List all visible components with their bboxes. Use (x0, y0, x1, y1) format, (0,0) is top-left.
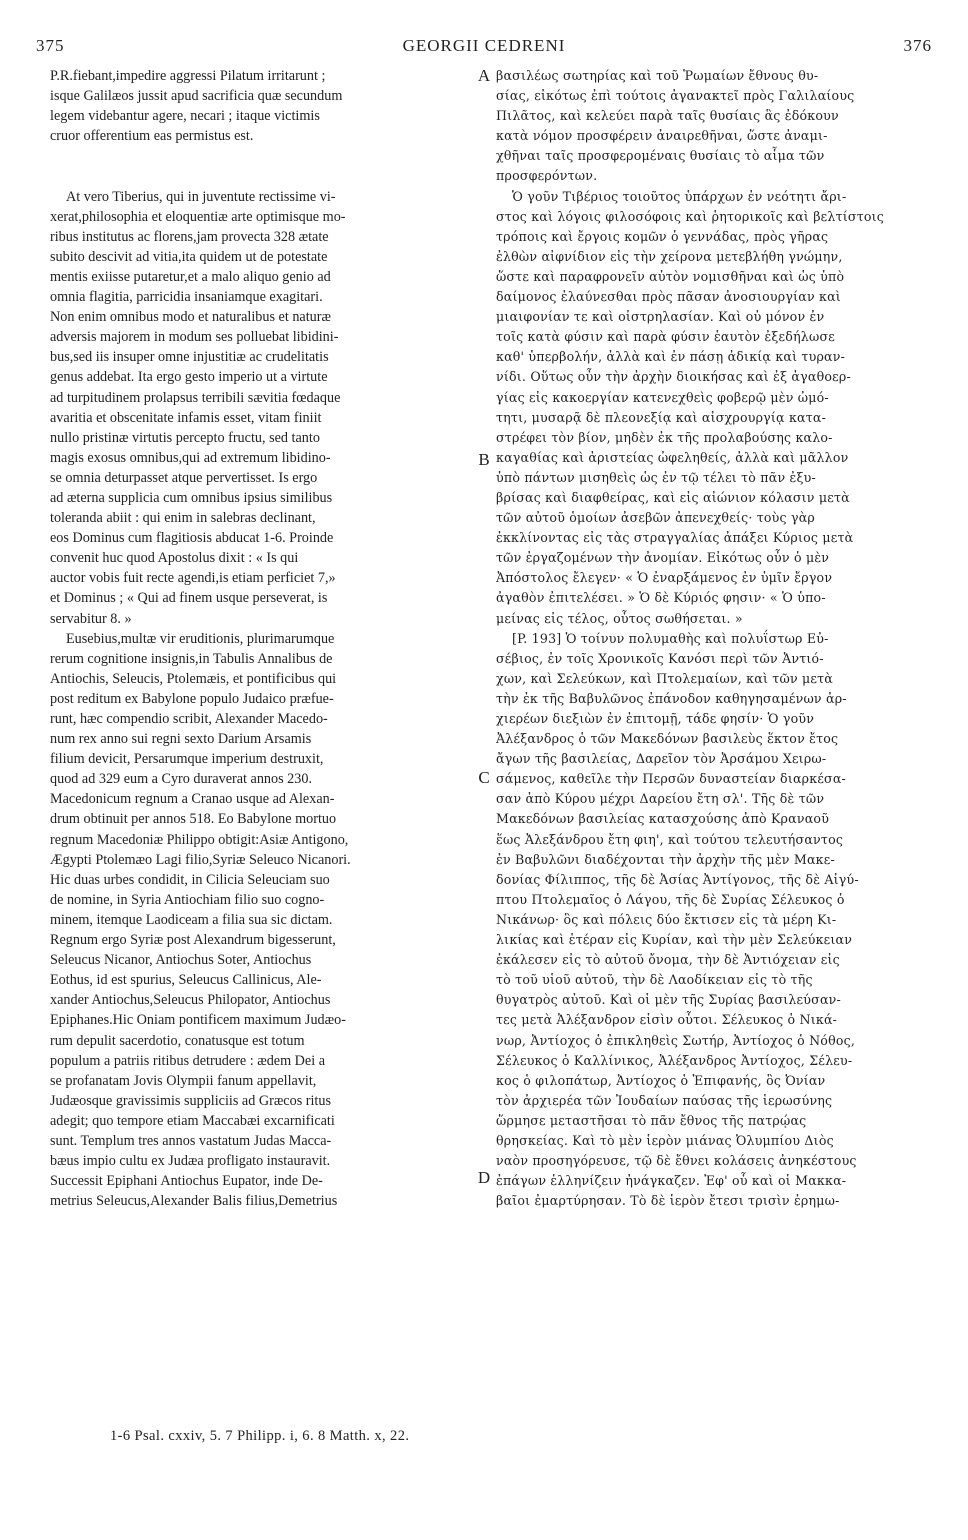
text-line: drum obtinuit per annos 518. Eo Babylone mortuo (50, 811, 337, 828)
text-line: magis exosus omnibus,qui ad extremum libidino- (50, 449, 331, 466)
text-line: στος καὶ λόγοις φιλοσόφοις καὶ ῥητορικοῖς καὶ βελτίστοις (496, 208, 885, 224)
text-line: σέβιος, ἐν τοῖς Χρονικοῖς Κανόσι περὶ τῶν Ἀντιό- (496, 650, 824, 666)
text-line: Epiphanes.Hic Oniam pontificem maximum Judæo- (50, 1012, 346, 1029)
text-line: ἄγων τῆς βασιλείας, Δαρεῖον τὸν Ἀρσάμου Χειρω- (496, 751, 827, 767)
text-line: νίδι. Οὕτως οὖν τὴν ἀρχὴν διοικήσας καὶ ἐξ ἀγαθοερ- (496, 369, 851, 385)
text-line: servabitur 8. » (50, 610, 132, 627)
text-line: rum depulit sacerdotio, conatusque est totum (50, 1032, 305, 1049)
greek-column (496, 66, 932, 1211)
text-line: Ὁ γοῦν Τιβέριος τοιοῦτος ὑπάρχων ἐν νεότητι ἄρι- (512, 188, 847, 204)
margin-marker-a: A (477, 66, 491, 85)
text-line: ὥστε καὶ παραφρονεῖν αὐτὸν νομισθῆναι καὶ ὡς ὑπὸ (496, 268, 845, 284)
text-line: ἐκάλεσεν εἰς τὸ αὐτοῦ ὄνομα, τὴν δὲ Ἀντιόχειαν εἰς (496, 952, 840, 968)
text-line: ἐν Βαβυλῶνι διαδέχονται τὴν ἀρχὴν τῆς μὲν Μακε- (496, 851, 835, 867)
text-line: et Dominus ; « Qui ad finem usque perseverat, is (50, 590, 328, 607)
text-line: ἐπάγων ἑλληνίζειν ἠνάγκαζεν. Ἐφ' οὗ καὶ οἱ Μακκα- (496, 1173, 847, 1189)
text-line: Hic duas urbes condidit, in Cilicia Seleuciam suo (50, 871, 330, 888)
margin-marker-c: C (478, 768, 490, 787)
text-line: τες μετὰ Ἀλέξανδρον εἰσὶν οὗτοι. Σέλευκος ὁ Νικά- (496, 1012, 838, 1028)
text-line: τὸ τοῦ υἱοῦ αὐτοῦ, τὴν δὲ Λαοδίκειαν εἰς τὸ τῆς (496, 972, 813, 988)
text-line: κος ὁ φιλοπάτωρ, Ἀντίοχος ὁ Ἐπιφανής, ὃς Ὀνίαν (496, 1072, 826, 1088)
text-line: Eothus, id est spurius, Seleucus Callinicus, Ale- (50, 972, 322, 989)
text-line: ὥρμησε μεταστῆσαι τὸ πᾶν ἔθνος τῆς πατρῴας (496, 1112, 807, 1128)
text-line: Μακεδόνων βασιλείας κατασχούσης ἀπὸ Κραναοῦ (496, 811, 830, 827)
greek-paragraph-1 (496, 66, 932, 187)
text-line: ad turpitudinem prolapsus terribili sævitia fœdaque (50, 389, 341, 406)
text-line: Antiochis, Seleucis, Ptolemæis, et pontificibus qui (50, 670, 337, 687)
text-line: bus,sed iis insuper omne injustitiæ ac crudelitatis (50, 349, 329, 366)
page-header (36, 36, 932, 62)
text-line: post reditum ex Babylone populo Judaico præfue- (50, 690, 334, 707)
text-line: runt, hæc compendio scribit, Alexander Macedo- (50, 711, 328, 727)
text-line: xander Antiochus,Seleucus Philopator, Antiochus (50, 992, 331, 1009)
text-line: τητι, μυσαρᾷ δὲ πλεονεξίᾳ καὶ αἰσχρουργίᾳ κατα- (496, 409, 827, 425)
text-line: avaritia et obscenitate infamis esset, vitam finiit (50, 409, 322, 426)
text-line: rerum cognitione insignis,in Tabulis Annalibus de (50, 650, 333, 667)
text-line: metrius Seleucus,Alexander Balis filius,Demetrius (50, 1193, 338, 1210)
text-line: nullo pristinæ virtutis percepto fructu, sed tanto (50, 429, 320, 446)
text-line: Seleucus Nicanor, Antiochus Soter, Antiochus (50, 952, 312, 969)
latin-paragraph-1 (50, 66, 474, 146)
text-line: ὑπὸ πάντων μισηθεὶς ὡς ἐν τῷ τέλει τὸ πᾶν ἐξυ- (496, 469, 816, 485)
text-line: τῶν ἐργαζομένων τὴν ἀνομίαν. Εἰκότως οὖν ὁ μὲν (496, 550, 830, 566)
text-line: μιαιφονίαν τε καὶ οἰστρηλασίαν. Καὶ οὐ μόνον ἐν (496, 309, 825, 325)
text-line: [P. 193] Ὁ τοίνυν πολυμαθὴς καὶ πολυΐστωρ Εὐ- (512, 630, 829, 646)
text-line: βαῖοι ἐμαρτύρησαν. Τὸ δὲ ἱερὸν ἔτεσι τρισὶν ἐρημω- (496, 1193, 840, 1209)
text-line: τὸν ἀρχιερέα τῶν Ἰουδαίων παύσας τῆς ἱερωσύνης (496, 1092, 833, 1108)
text-line: προσφερόντων. (496, 168, 598, 184)
text-line: Σέλευκος ὁ Καλλίνικος, Ἀλέξανδρος Ἀντίοχος, Σέλευ- (496, 1052, 853, 1068)
spacer (50, 146, 474, 166)
text-line: σαν ἀπὸ Κύρου μέχρι Δαρείου ἔτη σλ'. Τῆς δὲ τῶν (496, 791, 825, 807)
margin-marker-b: B (478, 450, 490, 469)
text-line: auctor vobis fuit recte agendi,is etiam perficiet 7,» (50, 570, 336, 587)
text-line: χιερέων διεξιὼν ἐν ἐπιτομῇ, τάδε φησίν· Ὁ γοῦν (496, 711, 815, 726)
text-line: convenit huc quod Apostolus dixit : « Is qui (50, 550, 299, 567)
text-line: cruor offerentium eas permistus est. (50, 128, 254, 145)
text-line: isque Galilæos jussit apud sacrificia quæ secundum (50, 88, 343, 105)
text-line: ἀγαθὸν ἐπιτελέσει. » Ὁ δὲ Κύριός φησιν· « Ὁ ὑπο- (496, 590, 826, 606)
text-line: de nomine, in Syria Antiochiam filio suo cogno- (50, 891, 325, 908)
margin-marker-d: D (477, 1168, 491, 1187)
text-line: xerat,philosophia et eloquentiæ arte optimisque mo- (50, 208, 346, 225)
text-line: minem, itemque Laodiceam a filia sua sic dictam. (50, 911, 333, 928)
running-title: GEORGII CEDRENI (402, 36, 566, 55)
text-line: βασιλέως σωτηρίας καὶ τοῦ Ῥωμαίων ἔθνους θυ- (496, 68, 819, 83)
text-line: adversis majorem in modum ses polluebat libidini- (50, 329, 339, 346)
text-line: se omnia deturpasset atque pervertisset. Is ergo (50, 469, 318, 486)
text-line: τοῖς κατὰ φύσιν καὶ παρὰ φύσιν ἑαυτὸν ἐξεδήλωσε (496, 329, 835, 345)
text-line: Judæosque gravissimis suppliciis ad Græcos ritus (50, 1092, 331, 1109)
text-line: bæus impio cultu ex Judæa profligato instauravit. (50, 1153, 331, 1170)
text-line: mentis exiisse putaretur,et a malo aliquo genio ad (50, 268, 331, 285)
text-line: subito descivit ad vitia,ita quidem ut de potestate (50, 248, 328, 265)
text-line: ναὸν προσηγόρευσε, τῷ δὲ ἔθνει κολάσεις ἀνηκέστους (496, 1153, 857, 1169)
text-line: τῶν αὐτοῦ ὁμοίων ἀσεβῶν ἀπενεχθείς· τοὺς γὰρ (496, 510, 816, 526)
text-line: eos Dominus cum flagitiosis abducat 1-6. Proinde (50, 530, 334, 547)
text-line: θυγατρὸς αὐτοῦ. Καὶ οἱ μὲν τῆς Συρίας βασιλεύσαν- (496, 992, 841, 1008)
text-line: τὴν ἐκ τῆς Βαβυλῶνος ἐπάνοδον καθηγησαμένων ἀρ- (496, 690, 847, 706)
text-line: δαίμονος ἐλαύνεσθαι πρὸς πᾶσαν ἀνοσιουργίαν καὶ (496, 289, 841, 305)
text-line: χων, καὶ Σελεύκων, καὶ Πτολεμαίων, καὶ τῶν μετὰ (496, 670, 833, 686)
latin-column (50, 66, 474, 1211)
text-line: λικίας καὶ ἑτέραν εἰς Κυρίαν, καὶ τὴν μὲν Σελεύκειαν (496, 932, 853, 948)
footnotes: 1-6 Psal. cxxiv, 5. 7 Philipp. i, 6. 8 Matth. x, 22. (110, 1428, 410, 1444)
text-line: σάμενος, καθεῖλε τὴν Περσῶν δυναστείαν διαρκέσα- (496, 771, 847, 787)
text-line: regnum Macedoniæ Philippo obtigit:Asiæ Antigono, (50, 831, 349, 848)
latin-paragraph-3 (50, 629, 474, 1212)
text-line: Successit Epiphani Antiochus Eupator, inde De- (50, 1173, 323, 1190)
text-line: Macedonicum regnum a Cranao usque ad Alexan- (50, 791, 335, 808)
page-number-right: 376 (903, 36, 932, 55)
text-line: Eusebius,multæ vir eruditionis, plurimarumque (66, 630, 335, 647)
text-line: P.R.fiebant,impedire aggressi Pilatum irritarunt ; (50, 68, 326, 84)
text-line: num rex anno sui regni sexto Darium Arsamis (50, 731, 312, 748)
text-line: omnia flagitia, parricidia insaniamque exagitari. (50, 289, 323, 306)
text-line: χθῆναι ταῖς προσφερομέναις θυσίαις τὸ αἷμα τῶν (496, 148, 825, 164)
text-line: σίας, εἰκότως ἐπὶ τούτοις ἀγανακτεῖ πρὸς Γαλιλαίους (496, 88, 855, 104)
text-line: At vero Tiberius, qui in juventute rectissime vi- (66, 188, 336, 205)
text-line: δονίας Φίλιππος, τῆς δὲ Ἀσίας Ἀντίγονος, τῆς δὲ Αἰγύ- (496, 871, 859, 887)
text-line: βρίσας καὶ διαφθείρας, καὶ εἰς αἰώνιον κόλασιν μετὰ (496, 489, 850, 505)
text-line: populum a patriis ritibus detrudere : ædem Dei a (50, 1052, 326, 1069)
text-line: Ægypti Ptolemæo Lagi filio,Syriæ Seleuco Nicanori. (50, 851, 351, 868)
text-line: μείνας εἰς τέλος, οὗτος σωθήσεται. » (496, 610, 743, 626)
spacer (50, 166, 474, 186)
text-line: θρησκείας. Καὶ τὸ μὲν ἱερὸν μιάνας Ὀλυμπίου Διὸς (496, 1132, 834, 1148)
text-line: toleranda abiit : qui enim in salebras declinant, (50, 510, 316, 527)
text-line: legem videbantur agere, necari ; itaque victimis (50, 108, 320, 125)
text-line: sunt. Templum tres annos vastatum Judas Macca- (50, 1132, 332, 1149)
text-line: ad æterna supplicia cum omnibus ipsius similibus (50, 489, 333, 506)
text-line: Νικάνωρ· ὃς καὶ πόλεις δύο ἔκτισεν εἰς τὰ μέρη Κι- (496, 911, 837, 927)
page-number-left: 375 (36, 36, 65, 55)
text-line: Ἀλέξανδρος ὁ τῶν Μακεδόνων βασιλεὺς ἕκτον ἔτος (496, 731, 839, 747)
text-line: καγαθίας καὶ ἀριστείας ὠφεληθείς, ἀλλὰ καὶ μᾶλλον (496, 449, 849, 465)
text-line: quod ad 329 eum a Cyro duraverat annos 230. (50, 771, 313, 788)
text-line: Ἀπόστολος ἔλεγεν· « Ὁ ἐναρξάμενος ἐν ὑμῖν ἔργον (496, 570, 833, 586)
text-line: πτου Πτολεμαῖος ὁ Λάγου, τῆς δὲ Συρίας Σέλευκος ὁ (496, 891, 845, 907)
text-line: Non enim omnibus modo et naturalibus et naturæ (50, 309, 331, 326)
text-line: ἐλθὼν αἰφνίδιον εἰς τὴν χείρονα μετεβλήθη γνώμην, (496, 248, 843, 264)
text-line: adegit; quo tempore etiam Maccabæi excarnificati (50, 1112, 335, 1129)
text-line: Πιλᾶτος, καὶ κελεύει παρὰ ταῖς θυσίαις ἃς ἐδόκουν (496, 108, 839, 124)
text-line: filium devicit, Persarumque imperium destruxit, (50, 751, 324, 768)
text-line: ἐκκλίνοντας εἰς τὰς στραγγαλίας ἀπάξει Κύριος μετὰ (496, 530, 854, 546)
text-line: ribus institutus ac florens,jam provecta 328 ætate (50, 228, 329, 245)
latin-paragraph-2 (50, 187, 474, 629)
text-line: στρέφει τὸν βίον, μηδὲν ἐκ τῆς προλαβούσης καλο- (496, 429, 833, 445)
text-line: genus addebat. Ita ergo gesto imperio ut a virtute (50, 369, 328, 386)
greek-paragraph-2 (496, 187, 932, 629)
greek-paragraph-3 (496, 629, 932, 1212)
text-line: Regnum ergo Syriæ post Alexandrum bigesserunt, (50, 932, 336, 949)
text-line: καθ' ὑπερβολήν, ἀλλὰ καὶ ἐν πάσῃ ἀδικίᾳ καὶ τυραν- (496, 349, 846, 365)
text-line: se profanatam Jovis Olympii fanum appellavit, (50, 1072, 317, 1089)
text-line: κατὰ νόμον προσφέρειν ἀναιρεθῆναι, ὥστε ἀναμι- (496, 128, 828, 144)
text-line: τρόποις καὶ ἔργοις κομῶν ὁ γεννάδας, πρὸς γῆρας (496, 228, 829, 244)
text-line: γίας εἰς κακοεργίαν κατενεχθεὶς φοβερῷ μὲν ὠμό- (496, 389, 829, 405)
text-line: ἕως Ἀλεξάνδρου ἔτη φιη', καὶ τούτου τελευτήσαντος (496, 831, 844, 847)
text-line: νωρ, Ἀντίοχος ὁ ἐπικληθεὶς Σωτήρ, Ἀντίοχος ὁ Νόθος, (496, 1032, 856, 1048)
